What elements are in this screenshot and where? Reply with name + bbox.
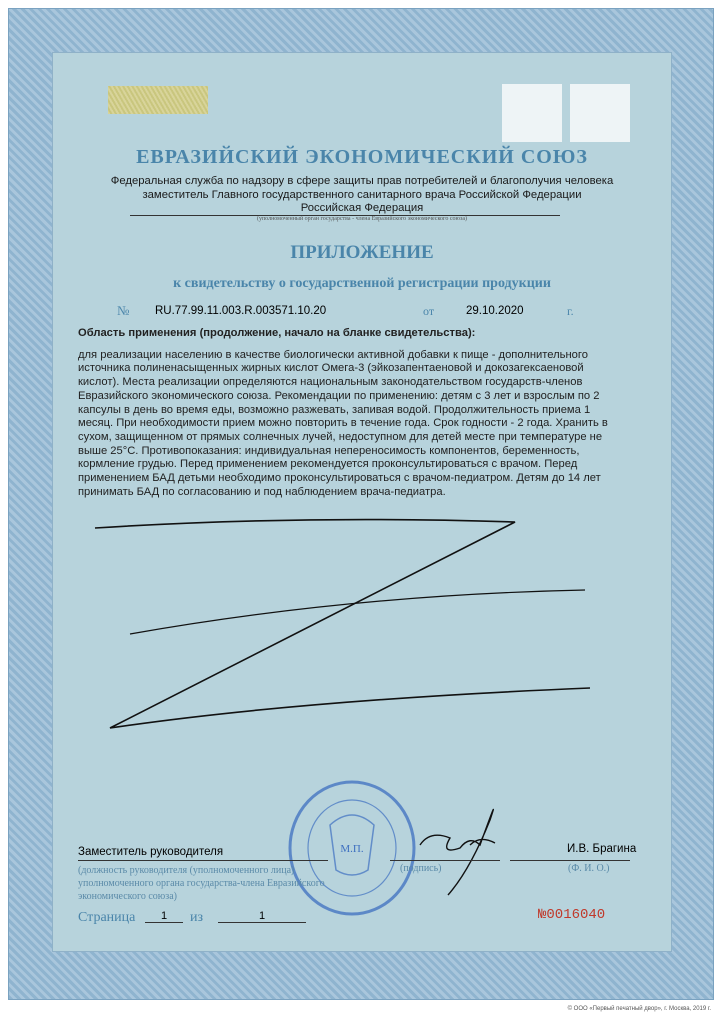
union-title: ЕВРАЗИЙСКИЙ ЭКОНОМИЧЕСКИЙ СОЮЗ bbox=[136, 146, 588, 168]
appendix-subtitle: к свидетельству о государственной регистрации продукции bbox=[173, 276, 551, 291]
handwritten-signature bbox=[420, 809, 495, 895]
page-total: 1 bbox=[218, 910, 306, 923]
scope-heading: Область применения (продолжение, начало на бланке свидетельства): bbox=[78, 327, 476, 339]
page-of-label: из bbox=[190, 910, 204, 925]
date-label: от bbox=[423, 304, 435, 318]
signatory-position: Заместитель руководителя bbox=[78, 846, 224, 858]
stamp-text: М.П. bbox=[340, 843, 364, 855]
authority-line: заместитель Главного государственного санитарного врача Российской Федерации bbox=[142, 189, 582, 201]
appendix-title: ПРИЛОЖЕНИЕ bbox=[290, 242, 434, 263]
page-label: Страница bbox=[78, 910, 136, 925]
name-caption: (Ф. И. О.) bbox=[568, 863, 610, 874]
authority-caption: (уполномоченный орган государства - члена Евразийского экономического союза) bbox=[256, 216, 468, 222]
position-caption: (должность руководителя (уполномоченного лица) уполномоченного органа государства-члена Евразийского экономического союза) bbox=[78, 865, 325, 902]
certificate-date: 29.10.2020 bbox=[466, 305, 524, 317]
signatory-name: И.В. Брагина bbox=[567, 843, 637, 855]
year-suffix: г. bbox=[567, 304, 574, 318]
serial-number: №0016040 bbox=[538, 907, 606, 923]
certificate-number: RU.77.99.11.003.R.003571.10.20 bbox=[155, 305, 327, 317]
printer-credit: © ООО «Первый печатный двор», г. Москва, 2019 г. bbox=[567, 1006, 711, 1012]
page-current: 1 bbox=[145, 910, 183, 923]
authority-line: Федеральная служба по надзору в сфере защиты прав потребителей и благополучия человека bbox=[110, 175, 614, 187]
scope-text: для реализации населению в качестве биологически активной добавки к пище - дополнительного источника полиненасыщенных жирных кислот Омега-3 (эйкозапентаеновой и докозагексаеновой кислот). Места реализации определяются национальным законодательством государств-членов Евразийского экономического союза. Рекомендации по применению: детям с 3 лет и взрослым по 2 капсулы в день во время еды, возможно разжевать, запивая водой. Продолжительность приема 1 месяц. При необходимости прием можно повторить в течение года. Срок годности - 2 года. Хранить в сухом, защищенном от прямых солнечных лучей, недоступном для детей месте при температуре не выше 25°C. Противопоказания: индивидуальная непереносимость компонентов, беременность, кормление грудью. Перед применением рекомендуется проконсультироваться с врачом. Перед применением БАД детьми необходимо проконсультироваться с врачом-педиатром. Детям до 14 лет принимать БАД по согласованию и под наблюдением врача-педиатра. bbox=[78, 348, 608, 498]
number-label: № bbox=[117, 303, 130, 318]
authority-line: Российская Федерация bbox=[300, 202, 424, 214]
signature-caption: (подпись) bbox=[400, 863, 442, 874]
